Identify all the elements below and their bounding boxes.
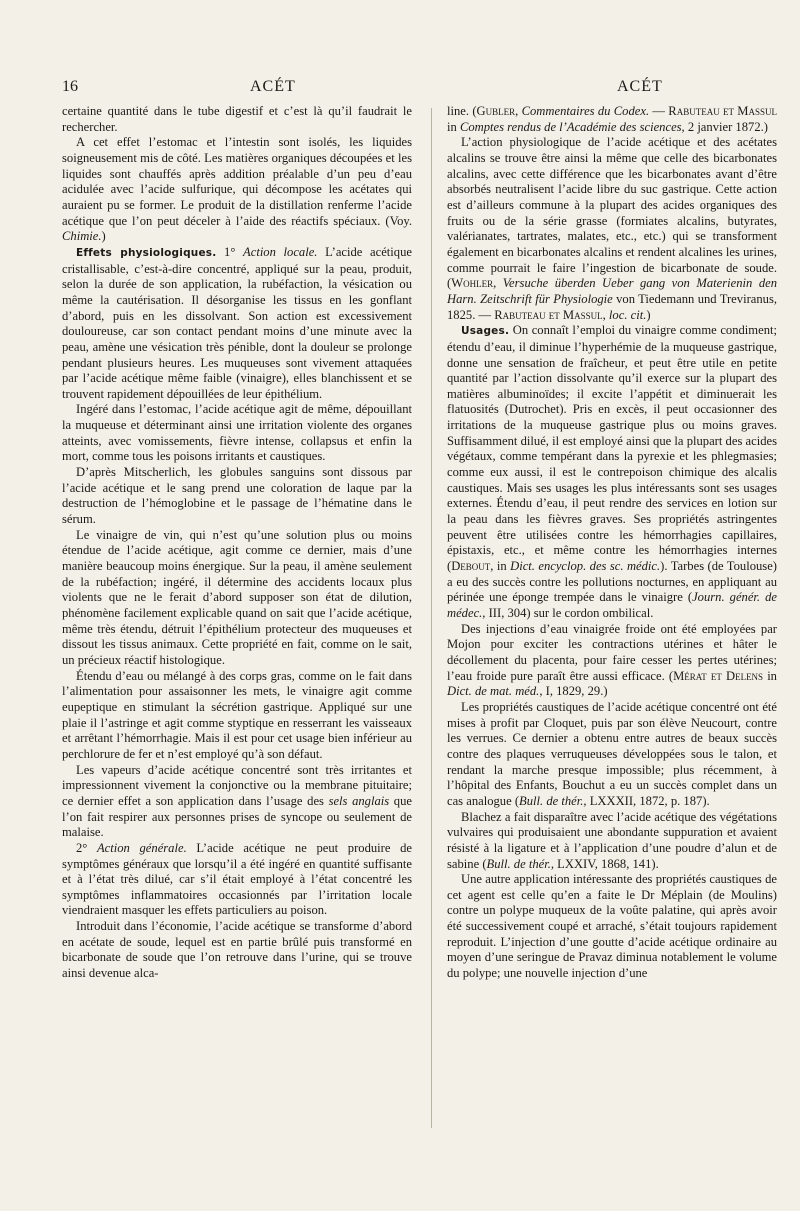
- section-heading: Effets physiologiques.: [76, 246, 217, 259]
- page-header: [62, 78, 774, 102]
- running-head-right: ACÉT: [617, 78, 663, 95]
- paragraph: Ingéré dans l’estomac, l’acide acétique agit de même, dépouillant la muqueuse et déterminant ainsi une irritation violente des organes atteints, avec vomissements, fièvre intense, collapsus et enfin la mort, comme tous les poisons irritants et caustiques.: [62, 402, 412, 464]
- paragraph: 2° Action générale. L’acide acétique ne peut produire de symptômes généraux que lorsqu’il a été ingéré en quantité suffisante et à l’état très dilué, car s’il était employé à l’état concentré les symptômes inflammatoires occasionnés par l’irritation locale viendraient masquer les effets particuliers au poison.: [62, 840, 412, 918]
- paragraph: Des injections d’eau vinaigrée froide ont été employées par Mojon pour exciter les contractions utérines et hâter le décollement du placenta, pour faire cesser les pertes utérines; l’eau froide pure paraît être aussi efficace. (Mérat et Delens in Dict. de mat. méd., I, 1829, 29.): [447, 621, 777, 699]
- cross-reference: Chimie.: [62, 229, 102, 244]
- paragraph: A cet effet l’estomac et l’intestin sont isolés, les liquides soigneusement mis de côté. Les matières organiques découpées et les liquides sont chauffés après addition préalable d’un peu d’eau acidulée avec l’acide sulfurique, qui décompose les acétates qui auraient pu se former. Le produit de la distillation renferme l’acide acétique que l’on peut déceler à l’aide des réactifs spéciaux. (Voy. Chimie.): [62, 135, 412, 244]
- paragraph: line. (Gubler, Commentaires du Codex. — Rabuteau et Massul in Comptes rendus de l’Académie des sciences, 2 janvier 1872.): [447, 104, 777, 134]
- section-physiological-effects: Effets physiologiques. 1° Action locale. L’acide acétique cristallisable, c’est-à-dire concentré, appliqué sur la peau, produit, selon la durée de son application, la rubéfaction, la vésication ou même la cautérisation. Il désorganise les tissus en les gonflant d’abord, puis en les dissolvant. Son action est excessivement douloureuse, car son contact pendant moins d’une minute avec la peau, amène une vésication très pénible, dont la douleur se prolonge pendant plusieurs heures. Les muqueuses sont vivement attaquées par l’acide acétique même faible (vinaigre), elles blanchissent et se trouvent rapidement dépouillées de leur épithélium.: [62, 244, 412, 401]
- page-number: 16: [62, 78, 78, 95]
- paragraph: Blachez a fait disparaître avec l’acide acétique des végétations vulvaires qui produisaient une abondante suppuration et avaient résisté à la ligature et à l’application d’une poudre d’alun et de sabine (Bull. de thér., LXXIV, 1868, 141).: [447, 809, 777, 871]
- paragraph: Les vapeurs d’acide acétique concentré sont très irritantes et impressionnent vivement la conjonctive ou la membrane pituitaire; ce dernier effet a son application dans l’usage des sels anglais que l’on fait respirer aux personnes prises de syncope ou seulement de malaise.: [62, 762, 412, 840]
- section-heading: Usages.: [461, 325, 510, 338]
- running-head-left: ACÉT: [250, 78, 296, 95]
- paragraph: L’action physiologique de l’acide acétique et des acétates alcalins se trouve être ainsi la même que celle des bicarbonates alcalins, avec cette différence que les bicarbonates avant d’être absorbés neutralisent l’acide libre du suc gastrique. Cette action est d’ailleurs commune à la plupart des acides organiques des fruits ou de la série grasse (formiates alcalins, butyrates, valérianates, tartrates, malates, etc., etc.) qui se transforment également en bicarbonates alcalins et rendent alcalines les urines, comme pourrait le faire l’ingestion de bicarbonate de soude. (Wohler, Versuche überden Ueber gang von Materienin den Harn. Zeitschrift für Physiologie von Tiedemann und Treviranus, 1825. — Rabuteau et Massul, loc. cit.): [447, 135, 778, 322]
- paragraph: D’après Mitscherlich, les globules sanguins sont dissous par l’acide acétique et le sang prend une coloration de laque par la destruction de l’hémoglobine et le passage de l’hématine dans le sérum.: [62, 465, 412, 527]
- paragraph: Les propriétés caustiques de l’acide acétique concentré ont été mises à profit par Cloquet, puis par son élève Neucourt, contre les verrues. Ce dernier a obtenu entre autres de beaux succès contre des plaques verruqueuses développées sous le talon, et rendant la marche presque impossible; plus récemment, à l’hôpital des Enfants, Bouchut a eu un succès complet dans un cas analogue (Bull. de thér., LXXXII, 1872, p. 187).: [447, 699, 777, 808]
- subsection-title: Action générale.: [96, 840, 187, 855]
- column-divider: [431, 108, 432, 1128]
- paragraph: Une autre application intéressante des propriétés caustiques de cet agent est celle qu’en a faite le Dr Méplain (de Moulins) contre un polype muqueux de la voûte palatine, qui après avoir été successivement coupé et arraché, s’était toujours rapidement reproduit. L’injection d’une goutte d’acide acétique ordinaire au moyen d’une seringue de Pravaz diminua notablement le volume du polype; une nouvelle injection d’une: [447, 872, 777, 981]
- paragraph: certaine quantité dans le tube digestif et c’est là qu’il faudrait le rechercher.: [62, 104, 412, 134]
- paragraph: Introduit dans l’économie, l’acide acétique se transforme d’abord en acétate de soude, lequel est en partie brûlé puis transformé en bicarbonate de soude que l’on retrouve dans l’urine, qui se trouve ainsi devenue alca-: [62, 919, 412, 981]
- subsection-title: Action locale.: [243, 244, 318, 259]
- left-column: [62, 104, 412, 982]
- section-usages: Usages. On connaît l’emploi du vinaigre comme condiment; étendu d’eau, il diminue l’hyperhémie de la muqueuse gastrique, donne une sensation de fraîcheur, et peut être utile en petite quantité par l’action dissolvante qu’il exerce sur la plupart des matières albuminoïdes; il excite l’appétit et diminuerait les flatuosités (Dutrochet). Pris en excès, il peut occasionner des irritations de la muqueuse gastrique plus ou moins graves. Suffisamment dilué, il est employé ainsi que la plupart des acides végétaux, comme tempérant dans la pyrexie et les phlegmasies; comme eux aussi, il est le contrepoison chimique des alcalis caustiques. Mais ses usages les plus intéressants sont ses usages externes. Étendu d’eau, il peut rendre des services en lotion sur la peau dans les fièvres graves. Ses propriétés astringentes peuvent être utilisées contre les hémorrhagies capillaires, épistaxis, etc., et même contre les hémorrhagies internes (Debout, in Dict. encyclop. des sc. médic.). Tarbes (de Toulouse) a eu des succès contre les pollutions nocturnes, en appliquant au périnée une éponge trempée dans le vinaigre (Journ. génér. de médec., III, 304) sur le cordon ombilical.: [447, 323, 777, 620]
- right-column: [447, 104, 777, 982]
- paragraph: Étendu d’eau ou mélangé à des corps gras, comme on le fait dans l’alimentation pour assaisonner les mets, le vinaigre agit comme eupeptique en stimulant la sécrétion gastrique. Appliqué sur une plaie il l’astringe et agit comme styptique en resserrant les vaisseaux et arrêtant l’hémorrhagie. Mais il est pour cet usage bien inférieur au perchlorure de fer et n’est employé qu’à son défaut.: [62, 668, 412, 761]
- paragraph: Le vinaigre de vin, qui n’est qu’une solution plus ou moins étendue de l’acide acétique, agit comme ce dernier, mais d’une manière beaucoup moins énergique. Sur la peau, il amène seulement de la rubéfaction; ingéré, il détermine des accidents locaux plus violents que ne le ferait d’abord supposer son état de dilution, phénomène facilement explicable quand on sait que l’acide acétique, même très étendu, détruit l’épithélium protecteur des muqueuses et dissout les tissus animaux. Cette propriété en fait, comme on le sait, un précieux réactif histologique.: [62, 527, 412, 667]
